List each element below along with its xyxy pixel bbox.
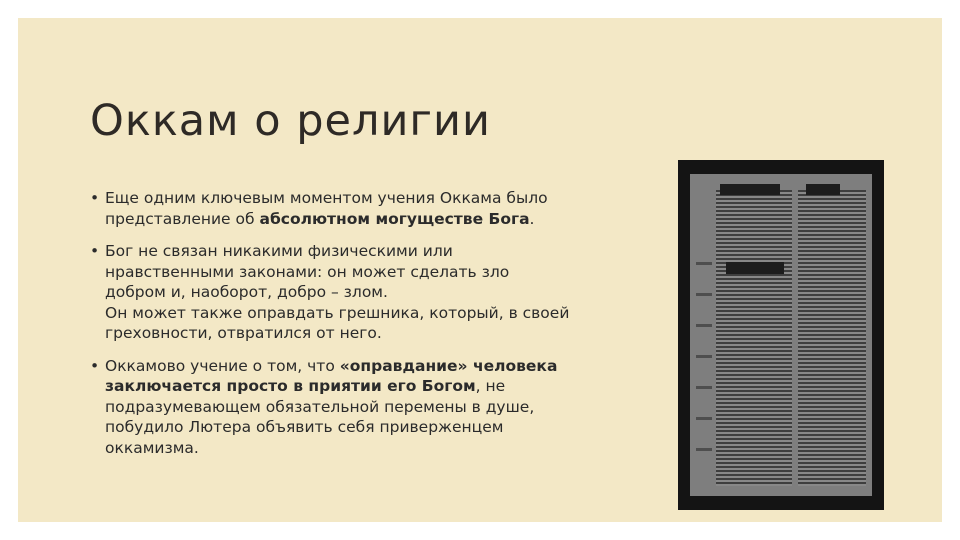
margin-notes <box>696 234 712 474</box>
bullet-text-line: греховности, отвратился от него. <box>105 324 382 342</box>
bullet-text-line: Бог не связан никакими физическими или <box>105 242 453 260</box>
bullet-item <box>90 188 610 229</box>
bullet-text-line: добром и, наоборот, добро – злом. <box>105 283 388 301</box>
bullet-text-line: Он может также оправдать грешника, который, в своей <box>105 303 570 322</box>
section-heading <box>726 262 784 274</box>
emphasis-text: «оправдание» человека <box>339 356 558 375</box>
bullet-item <box>90 356 610 459</box>
bullet-text-line: побудило Лютера объявить себя приверженцем <box>105 418 504 436</box>
bullet-dot: • <box>90 356 100 375</box>
emphasis-text: заключается просто в приятии его Богом <box>105 377 476 395</box>
bullet-text-line: оккамизма. <box>105 438 199 457</box>
bullet-text-line: нравственными законами: он может сделать зло <box>105 262 510 281</box>
emphasis-text: абсолютном могуществе Бога <box>259 209 530 228</box>
bullet-text-line: подразумевающем обязательной перемены в душе, <box>105 397 535 416</box>
bullet-text-line: представление об абсолютном могуществе Бога. <box>105 209 535 228</box>
bullet-dot: • <box>90 189 100 207</box>
bullet-dot: • <box>90 242 100 260</box>
slide <box>18 18 942 522</box>
manuscript-page-image <box>690 174 872 496</box>
bullet-text-line: заключается просто в приятии его Богом, не <box>105 377 506 395</box>
manuscript-image-frame <box>678 160 884 510</box>
text-column-left <box>716 190 792 486</box>
text-column-right <box>798 190 866 486</box>
page-heading-left <box>720 184 780 195</box>
bullet-list <box>90 188 610 470</box>
bullet-item <box>90 241 610 344</box>
bullet-text-line: Еще одним ключевым моментом учения Оккама было <box>105 189 548 207</box>
bullet-text-line: Оккамово учение о том, что «оправдание» человека <box>105 356 558 375</box>
slide-title: Оккам о религии <box>90 96 491 146</box>
page-heading-right <box>806 184 840 195</box>
